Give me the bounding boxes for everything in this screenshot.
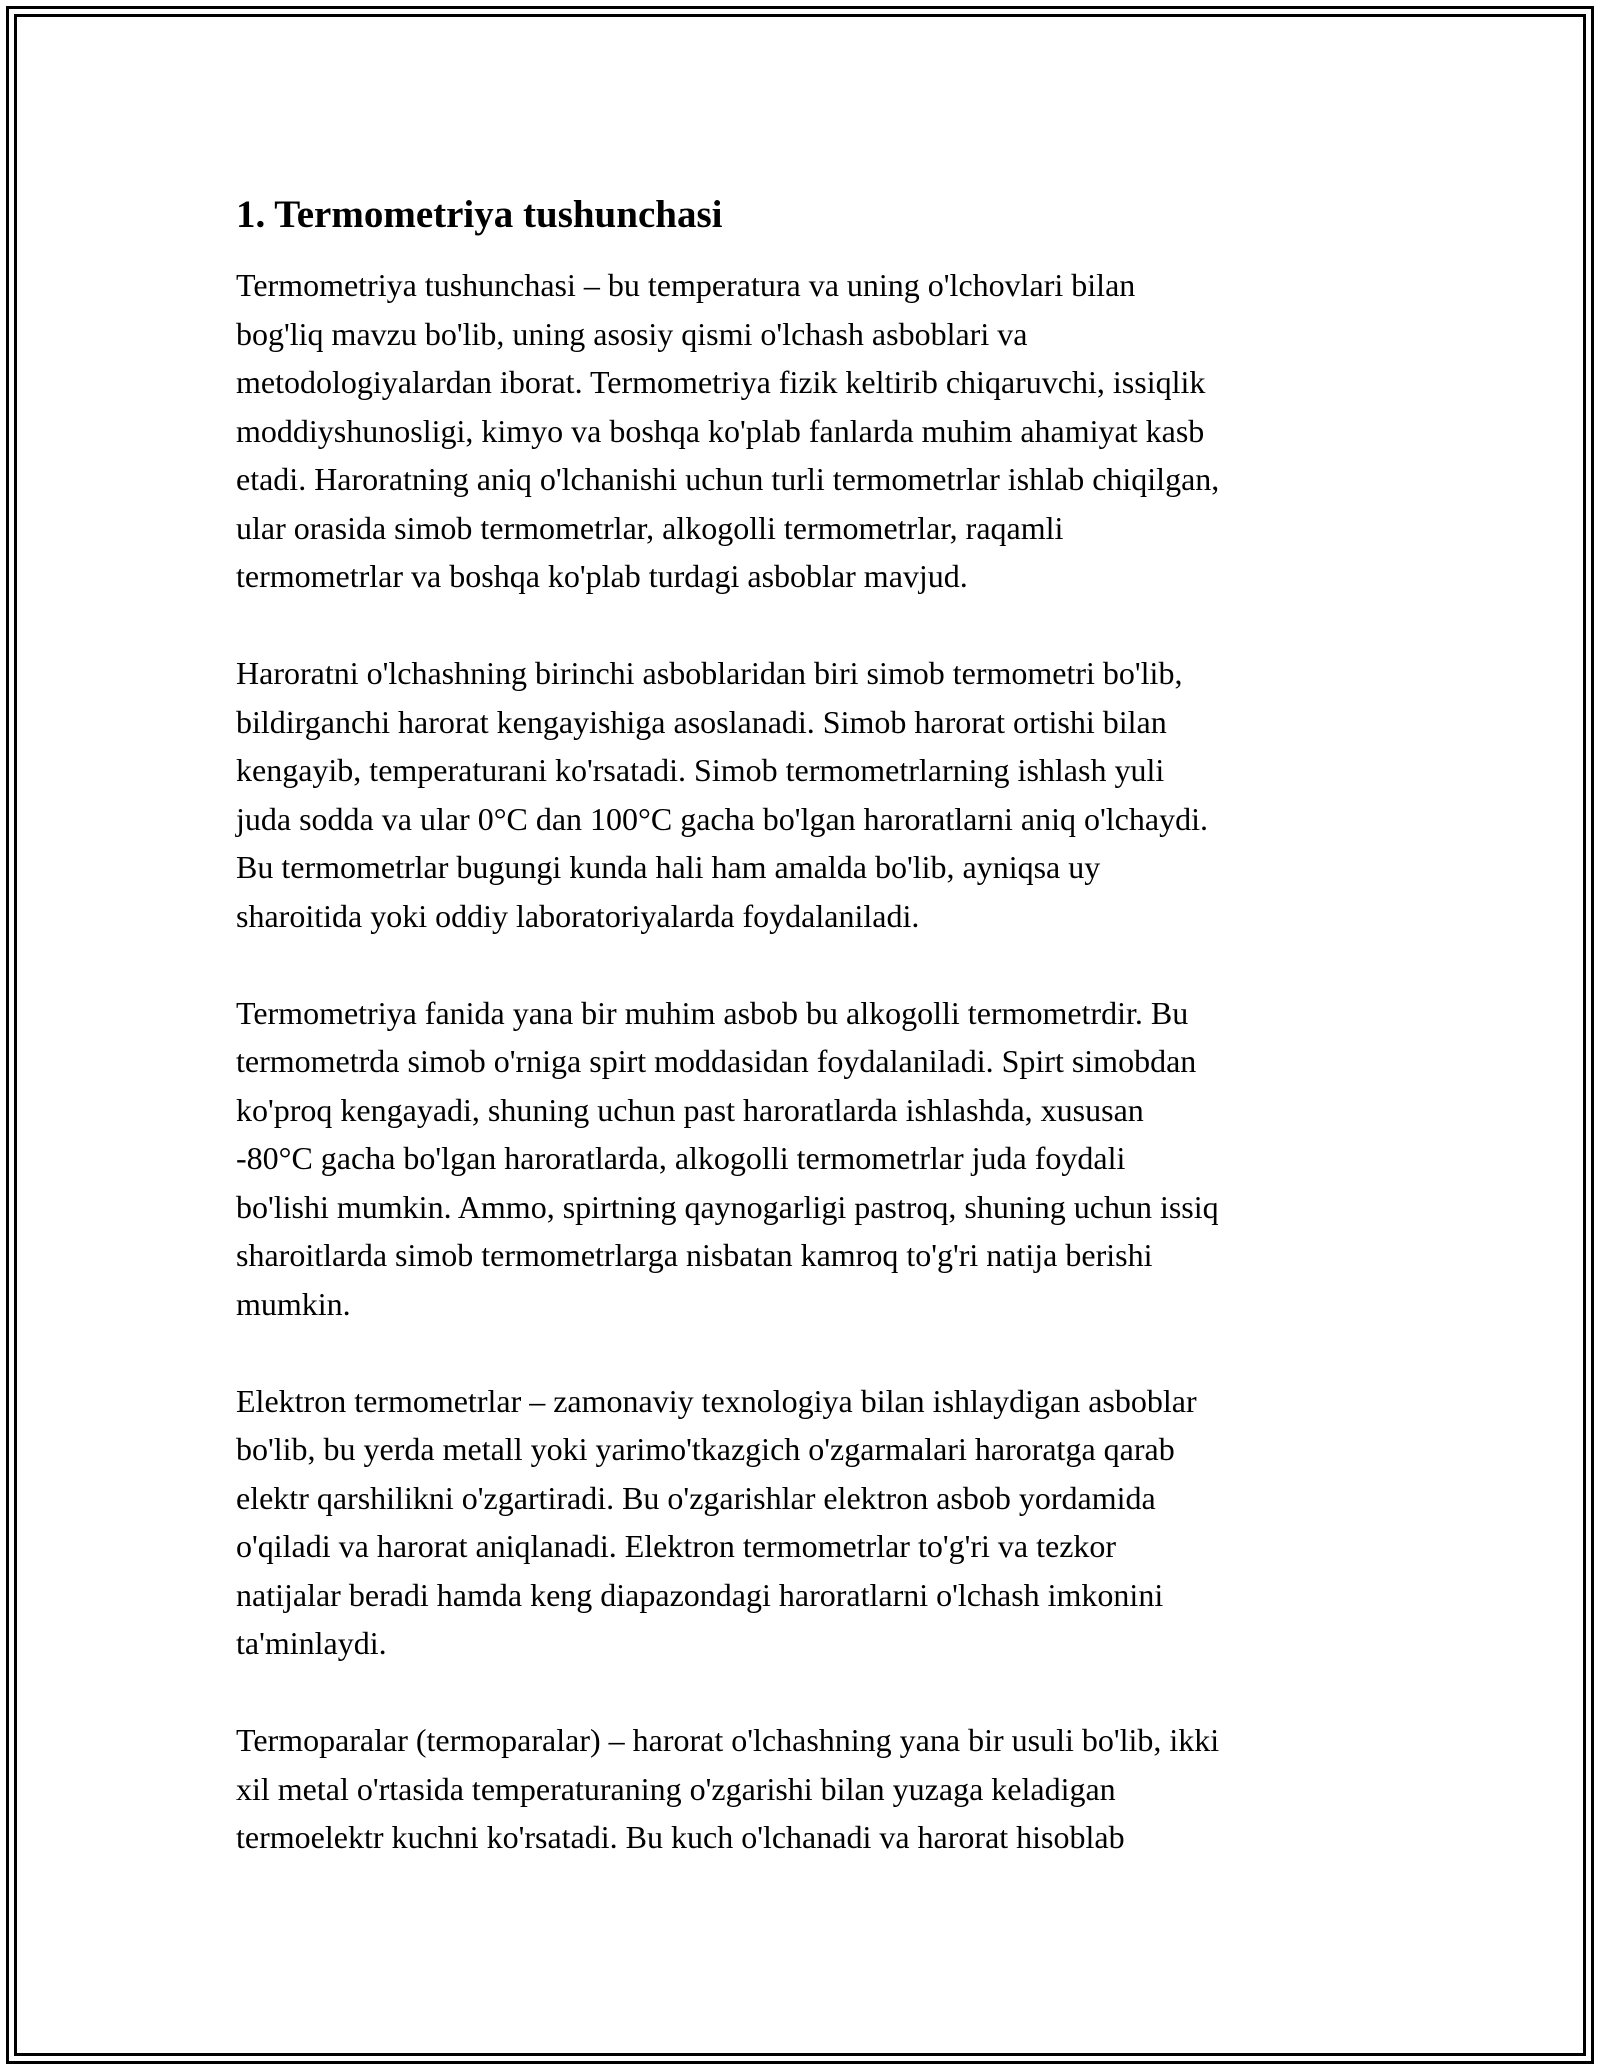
text-line: sharoitlarda simob termometrlarga nisbatan kamroq to'g'ri natija berishi xyxy=(236,1237,1153,1273)
text-line: ta'minlaydi. xyxy=(236,1625,387,1661)
text-line: bildirganchi harorat kengayishiga asoslanadi. Simob harorat ortishi bilan xyxy=(236,703,1167,740)
text-line: Elektron termometrlar – zamonaviy texnologiya bilan ishlaydigan asboblar xyxy=(236,1382,1197,1419)
paragraph-4 xyxy=(236,1377,1376,1668)
section-heading: 1. Termometriya tushunchasi xyxy=(236,193,723,236)
text-line: sharoitida yoki oddiy laboratoriyalarda foydalaniladi. xyxy=(236,897,920,934)
text-line: kengayib, temperaturani ko'rsatadi. Simob termometrlarning ishlash yuli xyxy=(236,752,1165,788)
text-line: ular orasida simob termometrlar, alkogolli termometrlar, raqamli xyxy=(236,509,1064,546)
text-line: termoelektr kuchni ko'rsatadi. Bu kuch o'lchanadi va harorat hisoblab xyxy=(236,1819,1125,1855)
paragraph-1 xyxy=(236,261,1376,601)
text-line: o'qiladi va harorat aniqlanadi. Elektron termometrlar to'g'ri va tezkor xyxy=(236,1528,1117,1564)
text-line: bog'liq mavzu bo'lib, uning asosiy qismi o'lchash asboblari va xyxy=(236,315,1028,352)
text-line: termometrlar va boshqa ko'plab turdagi asboblar mavjud. xyxy=(236,558,968,594)
text-line: Termoparalar (termoparalar) – harorat o'lchashning yana bir usuli bo'lib, ikki xyxy=(236,1722,1220,1758)
text-line: Termometriya fanida yana bir muhim asbob bu alkogolli termometrdir. Bu xyxy=(236,994,1189,1031)
text-line: bo'lib, bu yerda metall yoki yarimo'tkazgich o'zgarmalari haroratga qarab xyxy=(236,1431,1175,1467)
text-line: ko'proq kengayadi, shuning uchun past haroratlarda ishlashda, xususan xyxy=(236,1091,1144,1128)
text-line: Bu termometrlar bugungi kunda hali ham amalda bo'lib, ayniqsa uy xyxy=(236,849,1101,885)
paragraph-5 xyxy=(236,1716,1376,1862)
text-line: -80°C gacha bo'lgan haroratlarda, alkogolli termometrlar juda foydali xyxy=(236,1140,1126,1176)
text-line: xil metal o'rtasida temperaturaning o'zgarishi bilan yuzaga keladigan xyxy=(236,1770,1116,1807)
text-line: Haroratni o'lchashning birinchi asboblaridan biri simob termometri bo'lib, xyxy=(236,655,1183,691)
paragraph-2 xyxy=(236,649,1376,940)
text-line: Termometriya tushunchasi – bu temperatura va uning o'lchovlari bilan xyxy=(236,267,1136,303)
text-line: mumkin. xyxy=(236,1285,351,1322)
text-line: metodologiyalardan iborat. Termometriya fizik keltirib chiqaruvchi, issiqlik xyxy=(236,364,1206,400)
text-line: etadi. Haroratning aniq o'lchanishi uchun turli termometrlar ishlab chiqilgan, xyxy=(236,461,1220,497)
text-line: bo'lishi mumkin. Ammo, spirtning qaynogarligi pastroq, shuning uchun issiq xyxy=(236,1188,1219,1225)
document-body xyxy=(236,188,1376,1910)
text-line: natijalar beradi hamda keng diapazondagi haroratlarni o'lchash imkonini xyxy=(236,1576,1164,1613)
text-line: moddiyshunosligi, kimyo va boshqa ko'plab fanlarda muhim ahamiyat kasb xyxy=(236,412,1205,449)
text-line: elektr qarshilikni o'zgartiradi. Bu o'zgarishlar elektron asbob yordamida xyxy=(236,1479,1156,1516)
paragraph-3 xyxy=(236,989,1376,1329)
text-line: termometrda simob o'rniga spirt moddasidan foydalaniladi. Spirt simobdan xyxy=(236,1043,1197,1079)
text-line: juda sodda va ular 0°C dan 100°C gacha bo'lgan haroratlarni aniq o'lchaydi. xyxy=(236,800,1208,837)
